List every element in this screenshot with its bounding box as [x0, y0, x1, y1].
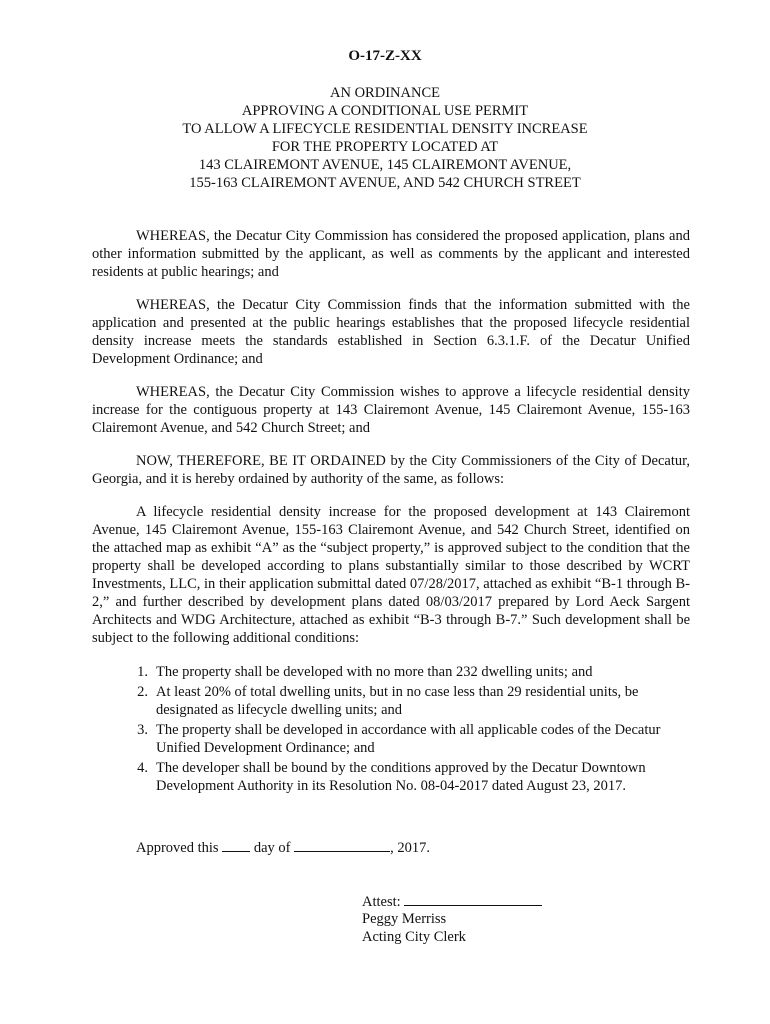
- list-text: The property shall be developed in accordance with all applicable codes of the Decatur Unified Development Ordinance; and: [156, 722, 661, 756]
- signer-title: Acting City Clerk: [362, 929, 466, 945]
- month-blank-field[interactable]: [294, 838, 390, 852]
- ordinance-number: O-17-Z-XX: [348, 48, 422, 64]
- list-number: 1.: [137, 664, 148, 680]
- list-item: [92, 759, 690, 795]
- title-line: AN ORDINANCE: [330, 85, 440, 101]
- density-increase-paragraph: A lifecycle residential density increase for the proposed development at 143 Clairemont Avenue, 145 Clairemont Avenue, 155-163 Clairemont Avenue, and 542 Church Street, identified on the attached map as exhibit “A” as the “subject property,” is approved subject to the condition that the property shall be developed according to plans substantially similar to those described by WCRT Investments, LLC, in their application submittal dated 07/28/2017, attached as exhibit “B-1 through B-2,” and further described by development plans dated 08/03/2017 prepared by Lord Aeck Sargent Architects and WDG Architecture, attached as exhibit “B-3 through B-7.” Such development shall be subject to the following additional conditions:: [92, 504, 690, 646]
- whereas-paragraph-2: WHEREAS, the Decatur City Commission finds that the information submitted with the application and presented at the public hearings establishes that the proposed lifecycle residential density increase meets the standards established in Section 6.3.1.F. of the Decatur Unified Development Ordinance; and: [92, 297, 690, 367]
- title-line: APPROVING A CONDITIONAL USE PERMIT: [241, 103, 529, 119]
- list-text: The property shall be developed with no more than 232 dwelling units; and: [156, 664, 593, 680]
- signature-block: [362, 892, 542, 946]
- attest-line: [362, 892, 542, 910]
- title-line: 143 CLAIREMONT AVENUE, 145 CLAIREMONT AVENUE,: [198, 157, 572, 173]
- ordinance-body: [92, 227, 690, 797]
- signer-name: Peggy Merriss: [362, 911, 447, 927]
- attest-label: Attest:: [362, 894, 401, 910]
- approval-middle: day of: [253, 840, 291, 856]
- attest-signature-field[interactable]: [404, 892, 542, 906]
- list-number: 4.: [137, 760, 148, 776]
- whereas-paragraph-3: WHEREAS, the Decatur City Commission wishes to approve a lifecycle residential density increase for the contiguous property at 143 Clairemont Avenue, 145 Clairemont Avenue, 155-163 Clairemont Avenue, and 542 Church Street; and: [92, 384, 690, 436]
- list-item: [92, 683, 690, 719]
- whereas-paragraph-1: WHEREAS, the Decatur City Commission has considered the proposed application, plans and other information submitted by the applicant, as well as comments by the applicant and interested residents at public hearings; and: [92, 228, 690, 280]
- approval-suffix: , 2017.: [390, 840, 430, 856]
- title-line: TO ALLOW A LIFECYCLE RESIDENTIAL DENSITY INCREASE: [182, 121, 588, 137]
- approval-line: [136, 838, 430, 857]
- list-text: The developer shall be bound by the conditions approved by the Decatur Downtown Development Authority in its Resolution No. 08-04-2017 dated August 23, 2017.: [156, 760, 646, 794]
- approval-prefix: Approved this: [136, 840, 219, 856]
- list-item: [92, 663, 690, 681]
- list-text: At least 20% of total dwelling units, but in no case less than 29 residential units, be designated as lifecycle dwelling units; and: [156, 684, 639, 718]
- list-number: 3.: [137, 722, 148, 738]
- title-line: 155-163 CLAIREMONT AVENUE, AND 542 CHURCH STREET: [189, 175, 581, 191]
- title-line: FOR THE PROPERTY LOCATED AT: [271, 139, 499, 155]
- conditions-list: [92, 663, 690, 795]
- ordained-paragraph: NOW, THEREFORE, BE IT ORDAINED by the City Commissioners of the City of Decatur, Georgia, and it is hereby ordained by authority of the same, as follows:: [92, 453, 690, 487]
- list-item: [92, 721, 690, 757]
- day-blank-field[interactable]: [222, 838, 250, 852]
- ordinance-title: [0, 84, 770, 192]
- list-number: 2.: [137, 684, 148, 700]
